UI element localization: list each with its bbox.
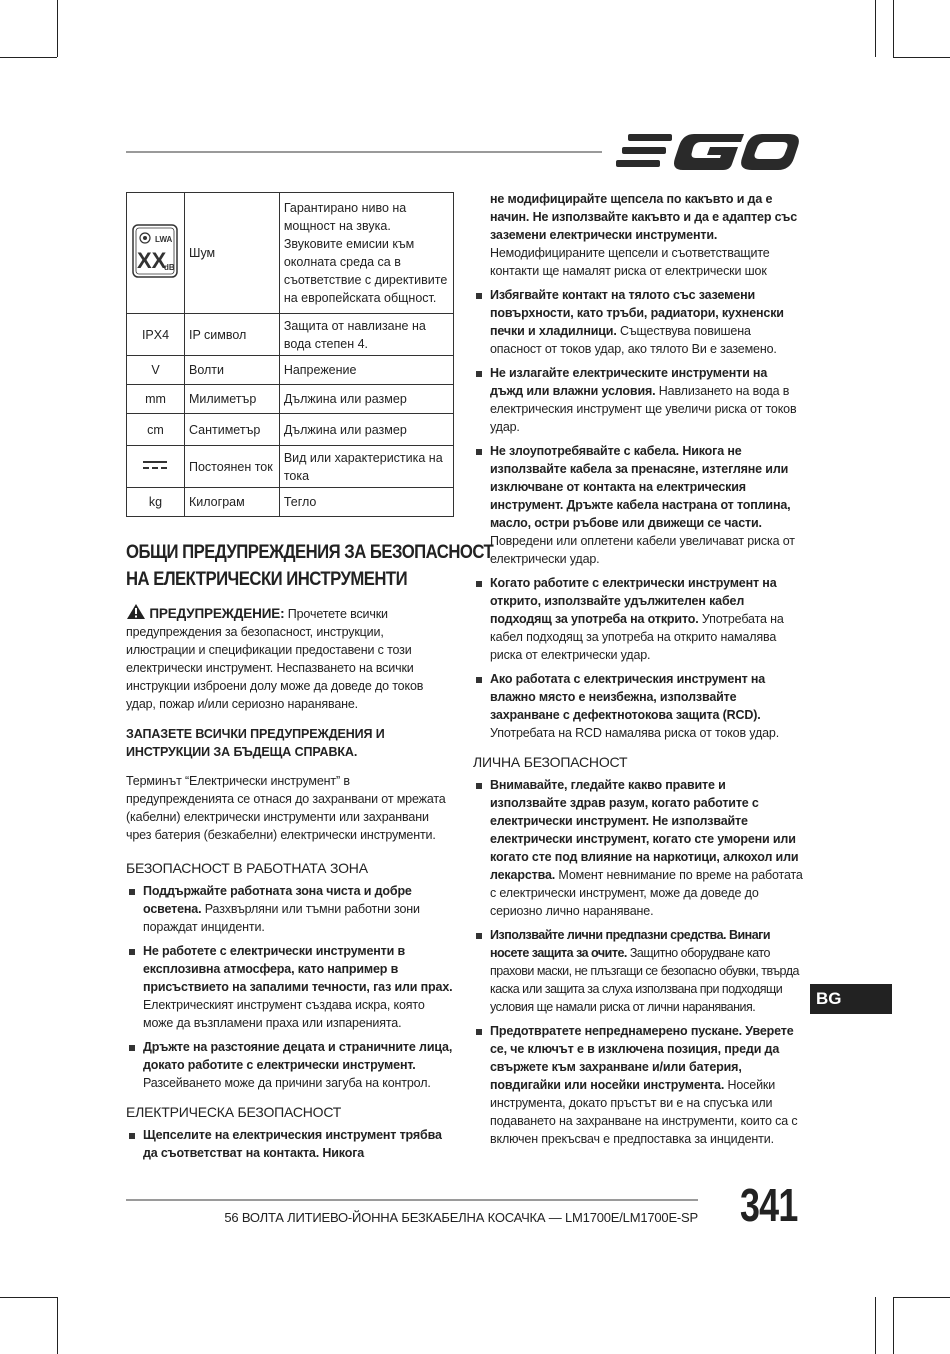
warning-paragraph bbox=[126, 603, 454, 713]
table-cell: Шум bbox=[184, 193, 279, 314]
save-instructions: ЗАПАЗЕТЕ ВСИЧКИ ПРЕДУПРЕЖДЕНИЯ И ИНСТРУКЦИИ ЗА БЪДЕЩА СПРАВКА. bbox=[126, 727, 385, 759]
bullet-icon bbox=[476, 581, 482, 587]
item-text: Употребата на RCD намалява риска от токов удар. bbox=[490, 726, 780, 740]
bullet-icon bbox=[129, 889, 135, 895]
list-item bbox=[473, 776, 803, 920]
table-cell: V bbox=[127, 356, 185, 385]
list-item bbox=[126, 882, 454, 936]
bullet-icon bbox=[476, 293, 482, 299]
footer-rule bbox=[126, 1199, 698, 1201]
table-row bbox=[127, 488, 454, 517]
table-cell: Дължина или размер bbox=[279, 414, 453, 446]
symbols-table bbox=[126, 192, 454, 517]
bullet-icon bbox=[476, 933, 482, 939]
list-item bbox=[473, 364, 803, 436]
crop-mark bbox=[0, 57, 57, 58]
item-text: Разхвърляни или тъмни работни зони пораждат инциденти. bbox=[143, 902, 420, 934]
footer-text: 56 ВОЛТА ЛИТИЕВО-ЙОННА БЕЗКАБЕЛНА КОСАЧКА — LM1700E/LM1700E-SP bbox=[224, 1210, 698, 1225]
continuation-text: Немодифицираните щепсели и съответстващите контакти ще намалят риска от електрически шок bbox=[490, 246, 770, 278]
list-item bbox=[126, 1126, 454, 1162]
table-cell: cm bbox=[127, 414, 185, 446]
page-number: 341 bbox=[740, 1179, 798, 1231]
table-row bbox=[127, 414, 454, 446]
item-bold: Дръжте на разстояние децата и страничните лица, докато работите с електрически инструмент. bbox=[143, 1040, 453, 1072]
item-bold: Не излагайте електрическите инструменти на дъжд или влажни условия. bbox=[490, 366, 768, 398]
warning-triangle-icon bbox=[126, 603, 146, 620]
ego-logo bbox=[616, 130, 800, 172]
bullet-icon bbox=[476, 783, 482, 789]
term-paragraph: Терминът “Електрически инструмент” в предупрежденията се отнася до захранвани от мрежата (кабелни) електрически инструменти или захранвани чрез батерия (безкабелни) електрически инструменти. bbox=[126, 774, 446, 842]
item-text: Електрическият инструмент създава искра, която може да възпламени праха или изпаренията. bbox=[143, 998, 425, 1030]
item-text: Употребата на кабел подходящ за употреба на открито намалява риска от електрически удар. bbox=[490, 612, 784, 662]
table-cell: IPX4 bbox=[127, 314, 185, 356]
table-cell: Защита от навлизане на вода степен 4. bbox=[279, 314, 453, 356]
work-area-heading: БЕЗОПАСНОСТ В РАБОТНАТА ЗОНА bbox=[126, 860, 368, 876]
table-cell: Постоянен ток bbox=[184, 446, 279, 488]
bullet-icon bbox=[129, 1045, 135, 1051]
bullet-icon bbox=[129, 1133, 135, 1139]
noise-level-icon bbox=[131, 223, 179, 279]
list-item bbox=[126, 942, 454, 1032]
item-bold: Ако работата с електрическия инструмент на влажно място е неизбежна, използвайте захранване с дефектнотокова защита (RCD). bbox=[490, 672, 766, 722]
table-row bbox=[127, 193, 454, 314]
section-title-line2: НА ЕЛЕКТРИЧЕСКИ ИНСТРУМЕНТИ bbox=[126, 569, 408, 590]
table-cell: Сантиметър bbox=[184, 414, 279, 446]
item-text: Момент невнимание по време на работата с електрически инструмент, може да доведе до сериозно лично нараняване. bbox=[490, 868, 803, 918]
table-row bbox=[127, 385, 454, 414]
table-cell: Волти bbox=[184, 356, 279, 385]
section-title bbox=[126, 539, 494, 593]
table-cell: Вид или характеристика на тока bbox=[279, 446, 453, 488]
item-bold: Предотвратете непреднамерено пускане. Уверете се, че ключът е в изключена позиция, преди да свържете към захранване и/или батерия, повдигайки или носейки инструмента. bbox=[490, 1024, 794, 1092]
table-row bbox=[127, 446, 454, 488]
list-item bbox=[126, 1038, 454, 1092]
personal-heading: ЛИЧНА БЕЗОПАСНОСТ bbox=[473, 754, 628, 770]
right-column bbox=[473, 190, 803, 1148]
list-item bbox=[473, 286, 803, 358]
header-rule bbox=[126, 151, 602, 153]
table-cell: Напрежение bbox=[279, 356, 453, 385]
crop-mark bbox=[57, 0, 58, 57]
item-bold: Избягвайте контакт на тялото със заземени повърхности, като тръби, радиатори, кухненски печки и хладилници. bbox=[490, 288, 784, 338]
list-item bbox=[473, 442, 803, 568]
electric-heading: ЕЛЕКТРИЧЕСКА БЕЗОПАСНОСТ bbox=[126, 1104, 342, 1120]
item-text: Съществува повишена опасност от токов удар, ако тялото Ви е заземено. bbox=[490, 324, 777, 356]
crop-mark bbox=[875, 1297, 876, 1354]
warning-text: Прочетете всички предупреждения за безопасност, инструкции, илюстрации и спецификации предоставени с този електрически инструмент. Неспазването на всички инструкции изброени долу може да доведе до токов удар, пожар и/или сериозно нараняване. bbox=[126, 607, 424, 711]
crop-mark bbox=[57, 1297, 58, 1354]
item-bold: Не злоупотребявайте с кабела. Никога не използвайте кабела за пренасяне, изтегляне или изключване от контакта на електрическия инструмент. Дръжте кабела настрана от топлина, масло, остри ръбове или движещи се части. bbox=[490, 444, 791, 530]
warning-label: ПРЕДУПРЕЖДЕНИЕ: bbox=[149, 606, 285, 621]
table-cell: kg bbox=[127, 488, 185, 517]
personal-list bbox=[473, 776, 803, 1148]
direct-current-icon bbox=[142, 459, 168, 471]
section-title-line1: ОБЩИ ПРЕДУПРЕЖДЕНИЯ ЗА БЕЗОПАСНОСТ bbox=[126, 542, 494, 563]
crop-mark bbox=[875, 0, 876, 57]
crop-mark bbox=[893, 57, 950, 58]
item-bold: Внимавайте, гледайте какво правите и използвайте здрав разум, когато работите с електрически инструмент. Не използвайте електрически инструмент, когато сте уморени или когато сте под влияние на наркотици, алкохол или лекарства. bbox=[490, 778, 799, 882]
item-bold: Поддържайте работната зона чиста и добре осветена. bbox=[143, 884, 412, 916]
table-cell: Дължина или размер bbox=[279, 385, 453, 414]
item-bold: Щепселите на електрическия инструмент трябва да съответстват на контакта. Никога bbox=[143, 1128, 442, 1160]
crop-mark bbox=[0, 1297, 57, 1298]
work-area-list bbox=[126, 882, 454, 1092]
list-item bbox=[473, 926, 803, 1016]
dc-symbol-cell bbox=[127, 446, 185, 488]
table-cell: IP символ bbox=[184, 314, 279, 356]
item-text: Разсейването може да причини загуба на контрол. bbox=[143, 1076, 431, 1090]
table-row bbox=[127, 356, 454, 385]
item-text: Защитно оборудване като прахови маски, не плъзгащи се безопасно обувки, твърда каска или защита за слуха използвана при подходящи условия ще намали риска от лични наранявания. bbox=[490, 946, 799, 1014]
continuation-paragraph bbox=[473, 190, 803, 280]
noise-symbol-cell bbox=[127, 193, 185, 314]
item-text: Носейки инструмента, докато пръстът ви е на спусъка или подаването на захранване на инструменти, които са с включен прекъсвач е предпоставка за инциденти. bbox=[490, 1078, 798, 1146]
list-item bbox=[473, 574, 803, 664]
table-cell: Гарантирано ниво на мощност на звука. Звуковите емисии към околната среда са в съответствие с директивите на европейската общност. bbox=[279, 193, 453, 314]
table-row bbox=[127, 314, 454, 356]
table-cell: Тегло bbox=[279, 488, 453, 517]
bullet-icon bbox=[476, 1029, 482, 1035]
crop-mark bbox=[893, 1297, 950, 1298]
language-tab: BG bbox=[810, 984, 892, 1014]
bullet-icon bbox=[476, 449, 482, 455]
electric-list-left bbox=[126, 1126, 454, 1162]
item-text: Повредени или оплетени кабели увеличават риска от електрически удар. bbox=[490, 534, 795, 566]
bullet-icon bbox=[129, 949, 135, 955]
list-item bbox=[473, 1022, 803, 1148]
noise-icon-unit: dB bbox=[164, 262, 176, 272]
table-cell: Килограм bbox=[184, 488, 279, 517]
left-column bbox=[126, 192, 494, 1162]
electric-list-right bbox=[473, 286, 803, 742]
noise-icon-small: LWA bbox=[155, 234, 173, 244]
bullet-icon bbox=[476, 677, 482, 683]
continuation-bold: не модифицирайте щепсела по какъвто и да е начин. Не използвайте какъвто и да е адаптер със заземени електрически инструменти. bbox=[490, 192, 798, 242]
crop-mark bbox=[893, 0, 894, 57]
bullet-icon bbox=[476, 371, 482, 377]
list-item bbox=[473, 670, 803, 742]
table-cell: Милиметър bbox=[184, 385, 279, 414]
item-text: Навлизането на вода в електрическия инструмент ще увеличи риска от токов удар. bbox=[490, 384, 797, 434]
item-bold: Използвайте лични предпазни средства. Винаги носете защита за очите. bbox=[490, 928, 771, 960]
item-bold: Не работете с електрически инструменти в експлозивна атмосфера, като например в присъствието на запалими течности, газ или прах. bbox=[143, 944, 453, 994]
item-bold: Когато работите с електрически инструмент на открито, използвайте удължителен кабел подходящ за употреба на открито. bbox=[490, 576, 777, 626]
noise-icon-value: XX bbox=[137, 247, 167, 273]
crop-mark bbox=[893, 1297, 894, 1354]
table-cell: mm bbox=[127, 385, 185, 414]
